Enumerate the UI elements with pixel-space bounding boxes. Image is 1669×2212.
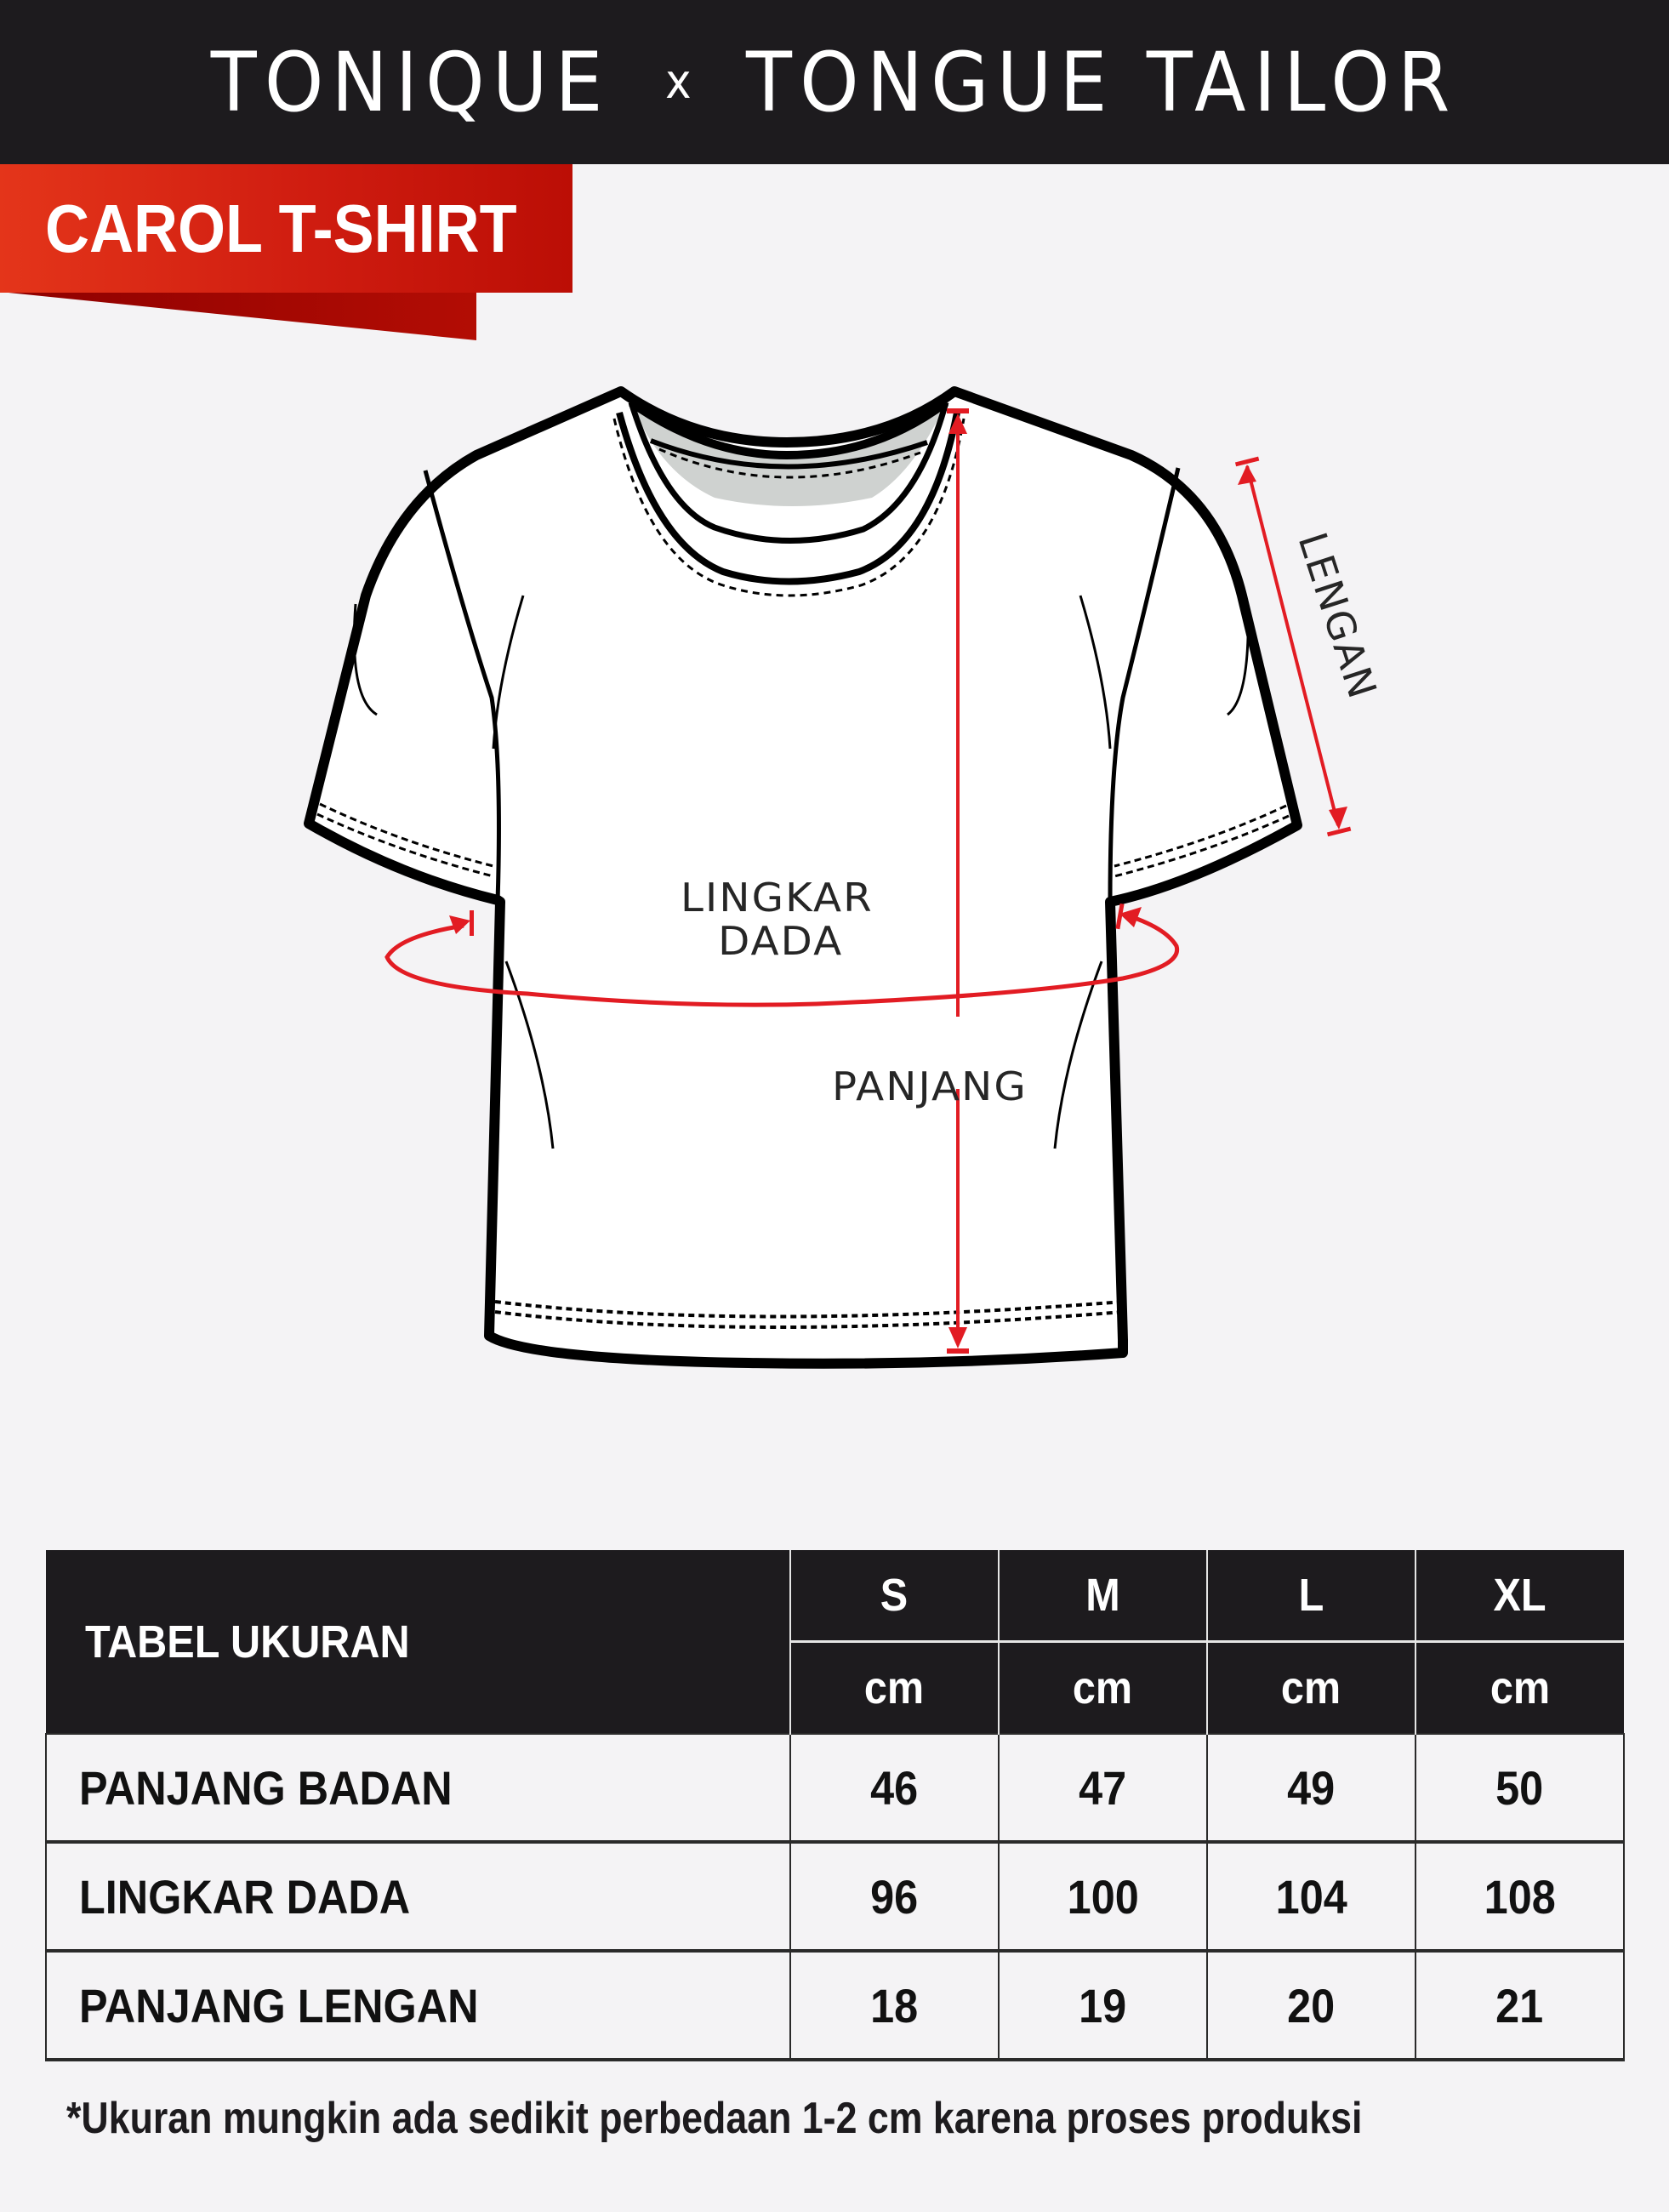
cell-m: 100 bbox=[999, 1842, 1207, 1951]
chest-measurement-label bbox=[681, 876, 874, 962]
collab-separator: x bbox=[665, 54, 692, 110]
cell-m: 47 bbox=[999, 1734, 1207, 1842]
unit-l: cm bbox=[1207, 1642, 1416, 1735]
brand-tongue-tailor: TONGUE TAILOR bbox=[746, 34, 1458, 130]
cell-s: 96 bbox=[790, 1842, 999, 1951]
cell-l: 104 bbox=[1207, 1842, 1416, 1951]
cell-m: 19 bbox=[999, 1951, 1207, 2060]
cell-l: 49 bbox=[1207, 1734, 1416, 1842]
size-disclaimer-footnote: *Ukuran mungkin ada sedikit perbedaan 1-2 cm karena proses produksi bbox=[66, 2094, 1363, 2143]
size-chart-table bbox=[45, 1550, 1625, 2061]
cell-xl: 108 bbox=[1416, 1842, 1624, 1951]
unit-s: cm bbox=[790, 1642, 999, 1735]
length-measurement-label: PANJANG bbox=[832, 1063, 1028, 1109]
row-label: PANJANG LENGAN bbox=[46, 1951, 790, 2060]
row-label: PANJANG BADAN bbox=[46, 1734, 790, 1842]
table-row-lingkar-dada bbox=[46, 1842, 1624, 1951]
cell-s: 46 bbox=[790, 1734, 999, 1842]
row-label: LINGKAR DADA bbox=[46, 1842, 790, 1951]
size-col-l: L bbox=[1207, 1550, 1416, 1642]
product-title: CAROL T-SHIRT bbox=[45, 190, 517, 266]
unit-xl: cm bbox=[1416, 1642, 1624, 1735]
cell-s: 18 bbox=[790, 1951, 999, 2060]
chest-label-line1: LINGKAR bbox=[681, 875, 874, 921]
chest-label-line2: DADA bbox=[718, 917, 844, 964]
size-col-m: M bbox=[999, 1550, 1207, 1642]
unit-m: cm bbox=[999, 1642, 1207, 1735]
size-header-row bbox=[46, 1550, 1624, 1642]
table-row-panjang-badan bbox=[46, 1734, 1624, 1842]
cell-l: 20 bbox=[1207, 1951, 1416, 2060]
size-col-xl: XL bbox=[1416, 1550, 1624, 1642]
table-row-panjang-lengan bbox=[46, 1951, 1624, 2060]
size-col-s: S bbox=[790, 1550, 999, 1642]
cell-xl: 21 bbox=[1416, 1951, 1624, 2060]
table-title: TABEL UKURAN bbox=[46, 1550, 790, 1734]
brand-tonique: TONIQUE bbox=[211, 34, 612, 130]
cell-xl: 50 bbox=[1416, 1734, 1624, 1842]
sleeve-measurement-label: LENGAN bbox=[1289, 527, 1387, 705]
